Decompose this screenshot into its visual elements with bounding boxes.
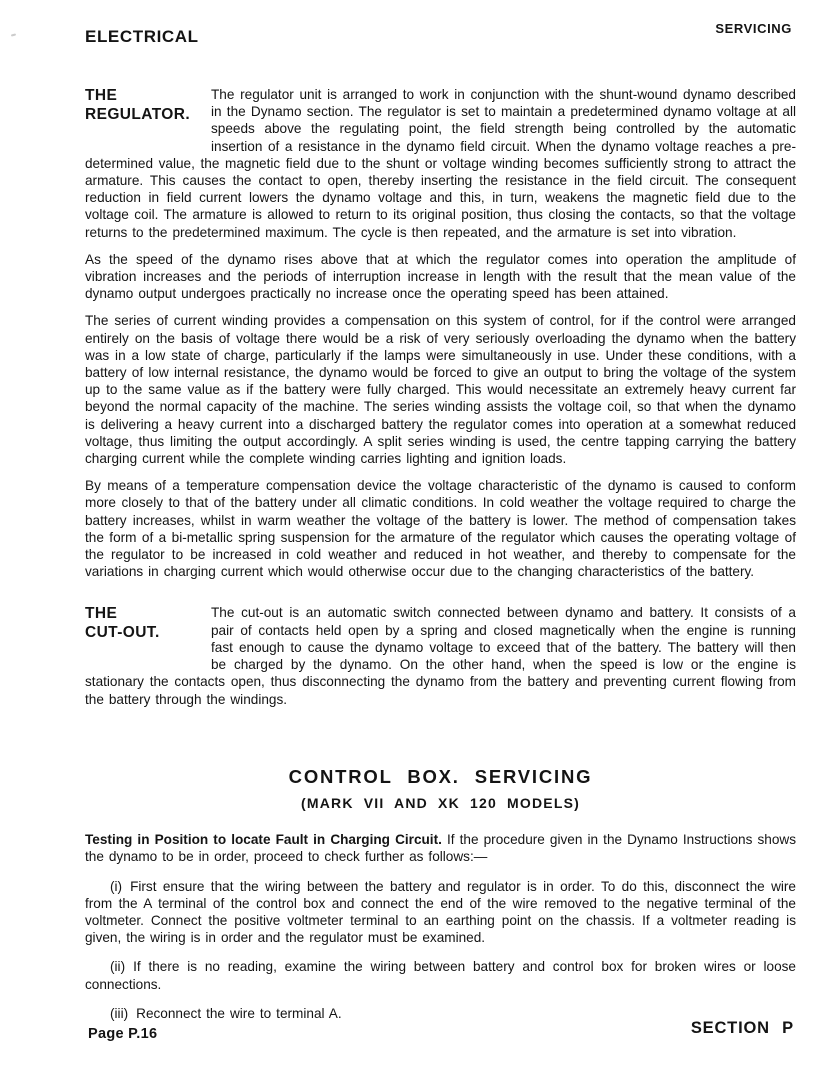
page-number: Page P.16 [88,1026,158,1042]
cutout-heading-line1: THE [85,605,118,623]
list-item-iii [85,1005,796,1022]
regulator-heading [85,86,211,138]
list-item-i [85,878,796,947]
regulator-paragraph-4-text: By means of a temperature compensation device the voltage characteristic of the dynamo is caused to conform more closely to that of the battery under all climatic conditions. In cold weather the voltage required to charge the battery increases, whilst in warm weather the voltage of the battery is lower. The method of compensation takes the form of a bi-metallic spring suspension for the armature of the regulator which causes the operating voltage of the regulator to be increased in cold weather and reduced in hot weather, and thereby to compensate for the variations in charging current which would otherwise occur due to the changing characteristics of the battery. [85,478,796,580]
section-label: SECTION P [690,1019,794,1037]
cutout-paragraph-1-text: The cut-out is an automatic switch connected between dynamo and battery. It consists of a pair of contacts held open by a spring and closed magnetically when the engine is running fast enough to cause the dynamo voltage to exceed that of the battery. The battery will then be charged by the dynamo. On the other hand, when the speed is low or the engine is stationary the contacts open, thus disconnecting the dynamo from the battery and preventing current flowing from the battery through the windings. [85,605,796,707]
list-item-i-marker: (i) [110,878,123,894]
regulator-paragraph-1-text: The regulator unit is arranged to work in conjunction with the shunt-wound dynamo described in the Dynamo section. The regulator is set to maintain a predetermined dynamo voltage at all speeds above the regulating point, the field strength being controlled by the automatic insertion of a resistance in the dynamo field circuit. When the dynamo voltage reaches a pre-determined value, the magnetic field due to the shunt or voltage winding becomes sufficiently strong to attract the armature. This causes the contact to open, thereby inserting the resistance in the field circuit. The consequent reduction in field current lowers the dynamo voltage and this, in turn, weakens the magnetic field due to the voltage coil. The armature is allowed to return to its original position, thus closing the contacts, so that the voltage returns to the predetermined maximum. The cycle is then repeated, and the armature is set into vibration. [85,87,796,240]
regulator-paragraph-2-text: As the speed of the dynamo rises above that at which the regulator comes into operation the amplitude of vibration increases and the periods of interruption increase in length with the result that the mean value of the dynamo output undergoes practically no increase once the operating speed has been attained. [85,251,796,302]
running-header-servicing: SERVICING [715,21,792,36]
control-box-subtitle: (MARK VII AND XK 120 MODELS) [301,794,580,811]
regulator-paragraph-4 [85,477,796,580]
testing-paragraph-lead: Testing in Position to locate Fault in Charging Circuit. [85,832,442,848]
regulator-heading-line1: THE [85,87,118,104]
regulator-paragraph-3-text: The series of current winding provides a compensation on this system of control, for if the control were arranged entirely on the basis of voltage there would be a risk of very seriously overloading the dynamo when the battery was in a low state of charge, particularly if the lamps were simultaneously in use. Under these conditions, with a battery of low internal resistance, the dynamo would be forced to give an output to bring the voltage of the system up to the same value as if the battery were fully charged. This would necessitate an extremely heavy current far beyond the normal capacity of the machine. The series winding assists the voltage coil, so that when the dynamo is delivering a heavy current into a discharged battery the regulator comes into operation at a somewhat reduced voltage, thus limiting the output accordingly. A split series winding is used, the centre tapping carrying the battery charging current while the complete winding carries lighting and ignition loads. [85,313,796,467]
cutout-paragraph-1 [85,604,796,707]
regulator-paragraph-3 [85,312,796,467]
cutout-heading [85,604,211,656]
regulator-paragraph-1 [85,86,796,241]
regulator-heading-line2: REGULATOR. [85,106,191,123]
list-item-iii-marker: (iii) [110,1005,129,1021]
list-item-i-text: First ensure that the wiring between the battery and regulator is in order. To do this, disconnect the wire from the A terminal of the control box and connect the end of the wire removed to the negative terminal of the voltmeter. Connect the positive voltmeter terminal to an earthing point on the chassis. If a voltmeter reading is given, the wiring is in order and the regulator must be examined. [85,878,796,946]
running-header-electrical: ELECTRICAL [85,27,199,46]
list-item-ii-text: If there is no reading, examine the wiring between battery and control box for broken wires or loose connections. [85,959,796,992]
control-box-title: CONTROL BOX. SERVICING [288,765,593,787]
list-item-iii-text: Reconnect the wire to terminal A. [136,1005,342,1021]
testing-paragraph [85,831,796,865]
list-item-ii [85,958,796,992]
scan-speck [11,33,16,36]
page-body [85,86,796,1022]
testing-paragraph-rest: If the procedure given in the Dynamo Instructions shows the dynamo to be in order, proceed to check further as follows:— [85,832,797,865]
list-item-ii-marker: (ii) [110,959,126,975]
regulator-paragraph-2 [85,251,796,303]
cutout-heading-line2: CUT-OUT. [85,624,160,642]
